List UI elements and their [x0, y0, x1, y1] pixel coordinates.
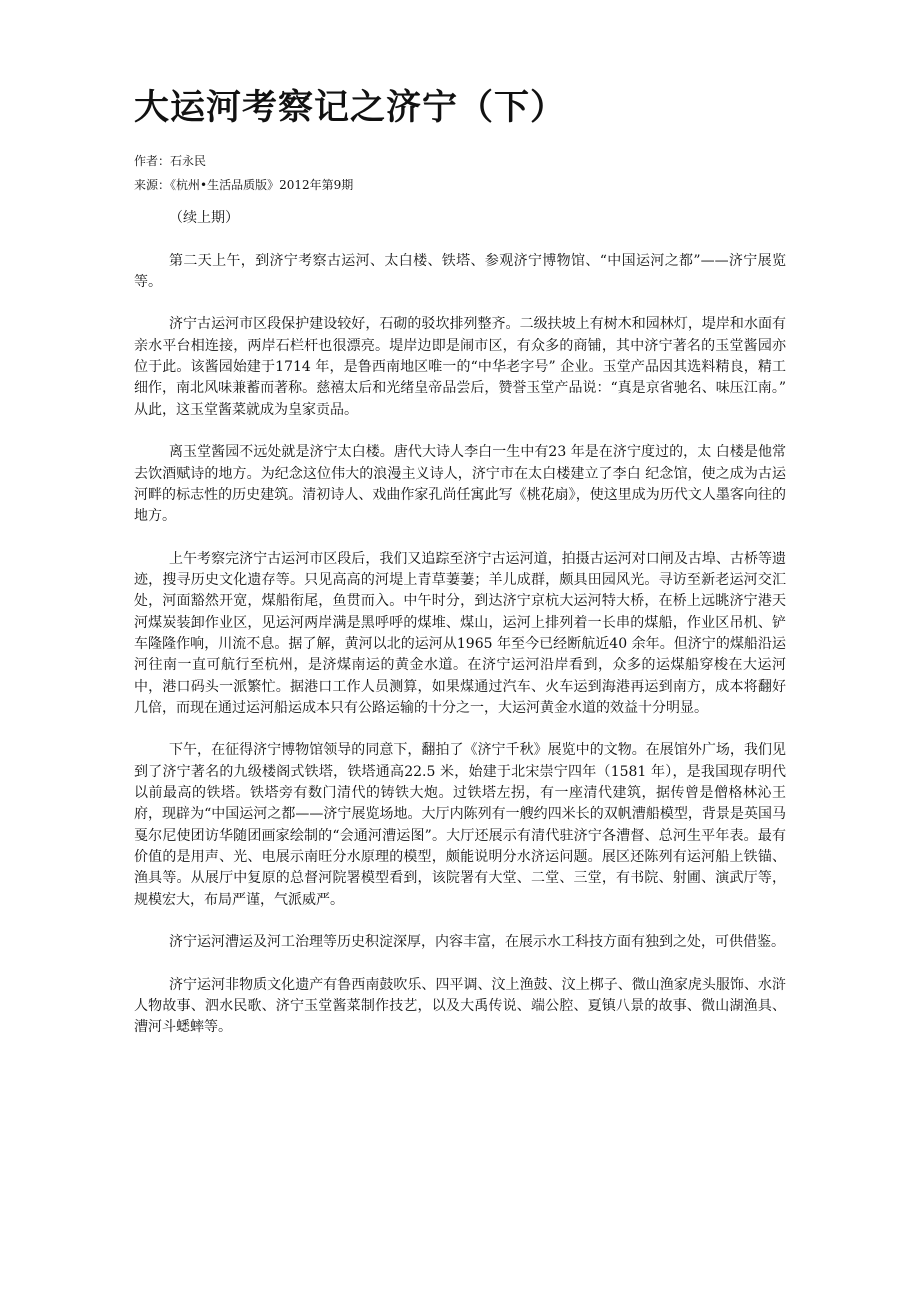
- paragraph: 济宁运河非物质文化遗产有鲁西南鼓吹乐、四平调、汶上渔鼓、汶上梆子、微山渔家虎头服饰、水浒人物故事、泗水民歌、济宁玉堂酱菜制作技艺，以及大禹传说、端公腔、夏镇八景的故事、微山湖渔具、漕河斗蟋蟀等。: [134, 976, 786, 1036]
- paragraph: 济宁古运河市区段保护建设较好，石砌的驳坎排列整齐。二级扶坡上有树木和园林灯，堤岸和水面有亲水平台相连接，两岸石栏杆也很漂亮。堤岸边即是闹市区，有众多的商铺，其中济宁著名的玉堂酱园亦位于此。该酱园始建于1714 年，是鲁西南地区唯一的“中华老字号” 企业。玉堂产品因其选料精良，精工细作，南北风味兼蓄而著称。慈禧太后和光绪皇帝品尝后，赞誉玉堂产品说：“真是京省驰名、味压江南。” 从此，这玉堂酱菜就成为皇家贡品。: [134, 316, 786, 418]
- source-line: 来源：《杭州•生活品质版》2012年第9期: [134, 178, 354, 192]
- continued-note: （续上期）: [169, 210, 239, 226]
- paragraph: 济宁运河漕运及河工治理等历史积淀深厚，内容丰富，在展示水工科技方面有独到之处，可供借鉴。: [169, 934, 785, 951]
- paragraph: 上午考察完济宁古运河市区段后，我们又追踪至济宁古运河道，拍摄古运河对口闸及古埠、古桥等遗迹，搜寻历史文化遗存等。只见高高的河堤上青草萋萋；羊儿成群，颇具田园风光。寻访至新老运河交汇处，河面豁然开宽，煤船衔尾，鱼贯而入。中午时分，到达济宁京杭大运河特大桥，在桥上远眺济宁港天河煤炭装卸作业区，见运河两岸满是黑呼呼的煤堆、煤山，运河上排列着一长串的煤船，作业区吊机、铲车隆隆作响，川流不息。据了解，黄河以北的运河从1965 年至今已经断航近40 余年。但济宁的煤船沿运河往南一直可航行至杭州，是济煤南运的黄金水道。在济宁运河沿岸看到，众多的运煤船穿梭在大运河中，港口码头一派繁忙。据港口工作人员测算，如果煤通过汽车、火车运到海港再运到南方，成本将翻好几倍，而现在通过运河船运成本只有公路运输的十分之一，大运河黄金水道的效益十分明显。: [134, 550, 786, 716]
- paragraph: 离玉堂酱园不远处就是济宁太白楼。唐代大诗人李白一生中有23 年是在济宁度过的，太 白楼是他常去饮酒赋诗的地方。为纪念这位伟大的浪漫主义诗人，济宁市在太白楼建立了李白 纪念馆，使之成为古运河畔的标志性的历史建筑。清初诗人、戏曲作家孔尚任寓此写《桃花扇》，使这里成为历代文人墨客向往的地方。: [134, 444, 786, 525]
- article-body: [134, 208, 786, 1060]
- author-line: 作者：石永民: [134, 154, 207, 168]
- article-title: 大运河考察记之济宁（下）: [134, 88, 567, 128]
- paragraph: 下午，在征得济宁博物馆领导的同意下，翻拍了《济宁千秋》展览中的文物。在展馆外广场，我们见到了济宁著名的九级楼阁式铁塔，铁塔通高22.5 米，始建于北宋崇宁四年（1581 年），是我国现存明代以前最高的铁塔。铁塔旁有数门清代的铸铁大炮。过铁塔左拐，有一座清代建筑，据传曾是僧格林沁王府，现辟为“中国运河之都——济宁展览场地。大厅内陈列有一艘约四米长的双帆漕船模型，背景是英国马戛尔尼使团访华随团画家绘制的“会通河漕运图”。大厅还展示有清代驻济宁各漕督、总河生平年表。最有价值的是用声、光、电展示南旺分水原理的模型，颇能说明分水济运问题。展区还陈列有运河船上铁锚、渔具等。从展厅中复原的总督河院署模型看到，该院署有大堂、二堂、三堂，有书院、射圃、演武厅等，规模宏大，布局严谨，气派威严。: [134, 742, 786, 908]
- paragraph: 第二天上午，到济宁考察古运河、太白楼、铁塔、参观济宁博物馆、“中国运河之都”——济宁展览等。: [134, 252, 786, 290]
